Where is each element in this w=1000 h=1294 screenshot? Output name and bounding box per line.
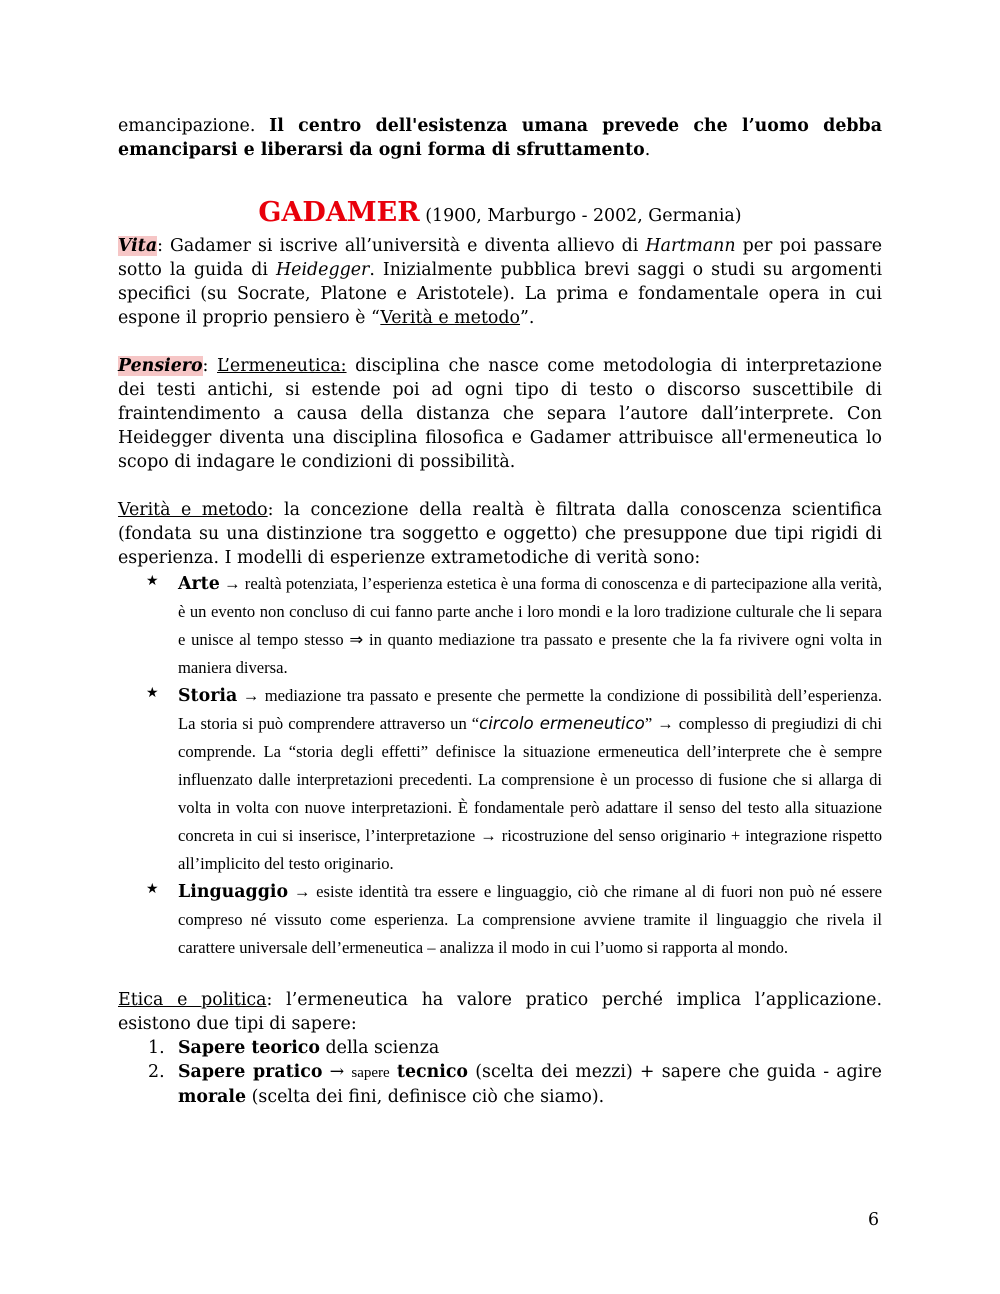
pensiero-paragraph xyxy=(118,354,882,474)
star-bullet-icon: ★ xyxy=(146,685,159,701)
intro-paragraph xyxy=(118,114,882,162)
etica-paragraph xyxy=(118,988,882,1036)
linguaggio-keyword: Linguaggio xyxy=(178,882,289,902)
intro-tail: . xyxy=(644,140,651,160)
document-page xyxy=(118,114,882,1109)
author-title: GADAMER xyxy=(258,197,420,228)
linguaggio-text-block xyxy=(178,878,882,962)
pratico-tail: (scelta dei fini, definisce ciò che siamo). xyxy=(246,1087,605,1107)
list-number: 1. xyxy=(148,1038,165,1058)
section-heading xyxy=(118,195,882,234)
list-item-pratico xyxy=(148,1060,882,1109)
storia-text-block xyxy=(178,682,882,878)
circolo-ermeneutico: circolo ermeneutico xyxy=(479,714,645,733)
pratico-small-word: sapere xyxy=(351,1065,390,1081)
linguaggio-text: → esiste identità tra essere e linguaggio, ciò che rimane al di fuori non può né essere compreso né vissuto come esperienza. La comprensione avviene tramite il linguaggio che rivela il carattere universale dell’ermeneutica – analizza il modo in cui l’uomo si rapporta al mondo. xyxy=(178,882,882,957)
intro-lead: emancipazione. xyxy=(118,116,270,136)
pratico-space xyxy=(390,1062,397,1082)
vita-label: Vita xyxy=(118,236,158,256)
ermeneutica-topic: L’ermeneutica: xyxy=(217,356,347,376)
pensiero-colon: : xyxy=(202,356,218,376)
verita-paragraph xyxy=(118,498,882,570)
vita-paragraph xyxy=(118,234,882,330)
intro-bold-statement: Il centro dell'esistenza umana prevede che l’uomo debba emanciparsi e liberarsi da ogni forma di sfruttamento xyxy=(118,116,882,160)
tecnico-keyword: tecnico xyxy=(396,1062,469,1082)
vita-text-4: ”. xyxy=(520,308,535,328)
pratico-arrow: → xyxy=(322,1062,352,1082)
pensiero-text: disciplina che nasce come metodologia di interpretazione dei testi antichi, si estende poi ad ogni tipo di testo o discorso suscettibile di fraintendimento a causa della distanza che separa l’autore dall’interprete. Con Heidegger diventa una disciplina filosofica e Gadamer attribuisce all'ermeneutica lo scopo di indagare le condizioni di possibilità. xyxy=(118,356,882,472)
list-item-storia xyxy=(146,682,882,878)
models-list xyxy=(118,570,882,962)
sapere-teorico: Sapere teorico xyxy=(178,1038,320,1058)
vita-text-1: : Gadamer si iscrive all’università e diventa allievo di xyxy=(157,236,646,256)
etica-text: : l’ermeneutica ha valore pratico perché implica l’applicazione. esistono due tipi di sapere: xyxy=(118,990,882,1034)
page-number: 6 xyxy=(868,1210,880,1230)
storia-text-2: ” → complesso di pregiudizi di chi comprende. La “storia degli effetti” definisce la situazione ermeneutica dell’interprete che è sempre influenzato dalle interpretazioni precedenti. La comprensione è un processo di fusione che si allarga di volta in volta con nuove interpretazioni. È fondamentale però adattare il senso del testo alla situazione concreta in cui si inserisce, l’interpretazione → ricostruzione del senso originario + integrazione rispetto all’implicito del testo originario. xyxy=(178,714,882,873)
verita-text: : la concezione della realtà è filtrata dalla conoscenza scientifica (fondata su una distinzione tra soggetto e oggetto) che presuppone due tipi rigidi di esperienza. I modelli di esperienze extrametodiche di verità sono: xyxy=(118,500,882,568)
pratico-text: (scelta dei mezzi) + sapere che guida - agire xyxy=(468,1062,882,1082)
arte-keyword: Arte xyxy=(178,574,220,594)
etica-label: Etica e politica xyxy=(118,990,267,1010)
star-bullet-icon: ★ xyxy=(146,573,159,589)
teorico-text: della scienza xyxy=(320,1038,440,1058)
star-bullet-icon: ★ xyxy=(146,881,159,897)
sapere-pratico: Sapere pratico xyxy=(178,1062,323,1082)
list-item-arte xyxy=(146,570,882,682)
vita-text-2: per poi passare sotto la guida di xyxy=(118,236,883,280)
arte-text-block xyxy=(178,570,882,682)
morale-keyword: morale xyxy=(178,1087,247,1107)
author-dates: (1900, Marburgo - 2002, Germania) xyxy=(419,206,742,226)
storia-text-1: → mediazione tra passato e presente che permette la condizione di possibilità dell’esperienza. La storia si può comprendere attraverso un “ xyxy=(178,686,882,733)
list-item-teorico xyxy=(148,1036,882,1060)
work-title: Verità e metodo xyxy=(380,308,521,328)
list-number: 2. xyxy=(148,1062,165,1082)
list-item-linguaggio xyxy=(146,878,882,962)
sapere-list xyxy=(118,1036,882,1109)
hartmann-name: Hartmann xyxy=(645,236,736,256)
pensiero-label: Pensiero xyxy=(118,356,203,376)
heidegger-name: Heidegger xyxy=(276,260,370,280)
vita-text-3: . Inizialmente pubblica brevi saggi o studi su argomenti specifici (su Socrate, Platone e Aristotele). La prima e fondamentale opera in cui espone il proprio pensiero è “ xyxy=(118,260,882,328)
arte-text: → realtà potenziata, l’esperienza estetica è una forma di conoscenza e di partecipazione alla verità, è un evento non concluso di cui fanno parte anche i loro mondi e la loro tradizione culturale che li separa e unisce al tempo stesso ⇒ in quanto mediazione tra passato e presente che la fa rivivere ogni volta in maniera diversa. xyxy=(178,574,882,677)
storia-keyword: Storia xyxy=(178,686,238,706)
verita-label: Verità e metodo xyxy=(118,500,268,520)
